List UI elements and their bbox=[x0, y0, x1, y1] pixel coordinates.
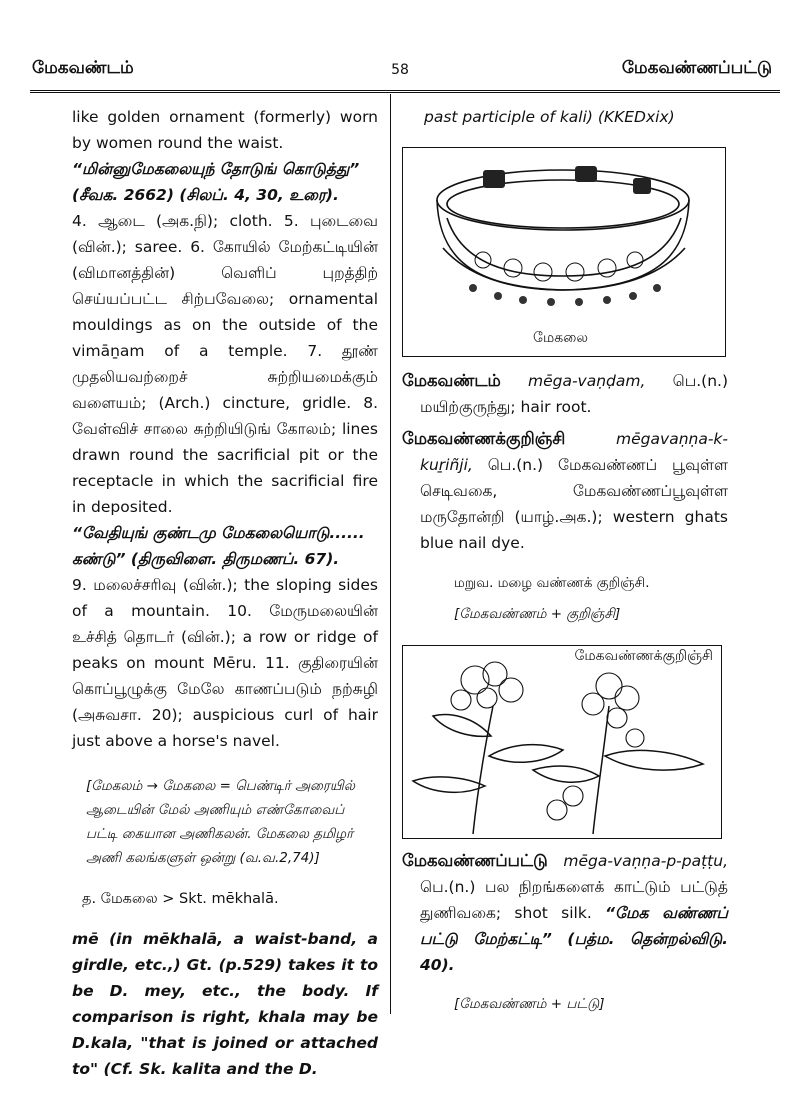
column-divider bbox=[390, 94, 391, 1014]
transliteration-2: mēgavaṇṇa-k-kuṟiñji, bbox=[420, 430, 728, 474]
figure-mekalai bbox=[402, 147, 726, 357]
headword-2: மேகவண்ணக்குறிஞ்சி bbox=[402, 429, 566, 448]
part-of-speech-2: பெ.(n.) bbox=[487, 456, 544, 474]
entries-block-2 bbox=[402, 848, 728, 1016]
etymology-note: [மேகலம் → மேகலை = பெண்டிர் அரையில் ஆடையின் மேல் அணியும் எண்கோவைப் பட்டி கையான அணிகலன். மேகலை தமிழர் அணி கலங்களுள் ஒன்று (வ.வ.2,74)] bbox=[86, 778, 355, 866]
figure-caption-2: மேகவண்ணக்குறிஞ்சி bbox=[574, 648, 713, 664]
figure-caption: மேகலை bbox=[533, 330, 589, 346]
left-column bbox=[72, 104, 378, 1082]
definition-2: மேகவண்ணப் பூவுள்ள செடிவகை, மேகவண்ணப்பூவுள்ள மருதோன்றி (யாழ்.அக.); western ghats blue nail dye. bbox=[420, 456, 728, 552]
page-number: 58 bbox=[391, 62, 409, 78]
running-head-left: மேகவண்டம் bbox=[32, 58, 134, 78]
dictionary-entry-2 bbox=[402, 426, 728, 556]
headword: மேகவண்டம் bbox=[402, 371, 501, 390]
part-of-speech-3: பெ.(n.) bbox=[420, 878, 476, 896]
variant-form: மறுவ. மழை வண்ணக் குறிஞ்சி. bbox=[454, 575, 650, 591]
citation-quote-3: “மேக வண்ணப் பட்டு மேற்கட்டி” (பத்ம. தென்றல்விடு. 40). bbox=[420, 904, 728, 974]
etymology-note-3: [மேகவண்ணம் + பட்டு] bbox=[454, 996, 605, 1012]
sense-list: 4. ஆடை (அக.நி); cloth. 5. புடைவை (வின்.); saree. 6. கோயில் மேற்கட்டியின் (விமானத்தின்) வெளிப் புறத்திற் செய்யப்பட்ட சிற்பவேலை; ornamental mouldings as on the outside of the vimāṉam of a temple. 7. தூண் முதலியவற்றைச் சுற்றியமைக்கும் வளையம்; (Arch.) cincture, gridle. 8. வேள்விச் சாலை சுற்றியிடுங் கோலம்; lines drawn round the sacrificial pit or the receptacle in which the sacrificial fire in deposited. bbox=[72, 212, 378, 516]
definition-3: பல நிறங்களைக் காட்டும் பட்டுத் துணிவகை; shot silk. bbox=[420, 878, 728, 922]
definition: மயிற்குருந்து; hair root. bbox=[420, 398, 592, 416]
continuation-line: past participle of kali) (KKEDxix) bbox=[424, 108, 675, 126]
headword-3: மேகவண்ணப்பட்டு bbox=[402, 851, 548, 870]
comparison-note: mē (in mēkhalā, a waist-band, a girdle, etc.,) Gt. (p.529) takes it to be D. mey, etc., the body. If comparison is right, khala may be D.kala, "that is joined or attached to" (Cf. Sk. kalita and the D. bbox=[72, 930, 378, 1078]
entries-block-1 bbox=[402, 368, 728, 626]
part-of-speech: பெ.(n.) bbox=[672, 372, 728, 390]
citation-quote: “மின்னுமேகலையுந் தோடுங் கொடுத்து” (சீவக. 2662) (சிலப். 4, 30, உரை). bbox=[72, 160, 360, 204]
right-column bbox=[402, 104, 728, 130]
dictionary-entry bbox=[402, 368, 728, 420]
header-rule bbox=[30, 90, 780, 93]
etymology-note-2: [மேகவண்ணம் + குறிஞ்சி] bbox=[454, 606, 621, 622]
figure-plant bbox=[402, 645, 722, 839]
sanskrit-derivation: த. மேகலை > Skt. mēkhalā. bbox=[82, 891, 279, 907]
entry-continuation: like golden ornament (formerly) worn by women round the waist. bbox=[72, 108, 378, 152]
transliteration-3: mēga-vaṇṇa-p-paṭṭu, bbox=[563, 852, 728, 870]
dictionary-entry-3 bbox=[402, 848, 728, 978]
waist-belt-illustration bbox=[403, 148, 725, 356]
sense-list-2: 9. மலைச்சரிவு (வின்.); the sloping sides of a mountain. 10. மேருமலையின் உச்சித் தொடர் (வின்.); a row or ridge of peaks on mount Mēru. 11. குதிரையின் கொப்பூழுக்கு மேலே காணப்படும் நற்சுழி (அசுவசா. 20); auspicious curl of hair just above a horse's navel. bbox=[72, 576, 378, 750]
plant-illustration bbox=[403, 646, 721, 838]
citation-quote-2: “வேதியுங் குண்டமு மேகலையொடு...... கண்டு” (திருவிளை. திருமணப். 67). bbox=[72, 524, 365, 568]
running-head-right: மேகவண்ணப்பட்டு bbox=[621, 58, 772, 78]
transliteration: mēga-vaṇḍam, bbox=[527, 372, 646, 390]
